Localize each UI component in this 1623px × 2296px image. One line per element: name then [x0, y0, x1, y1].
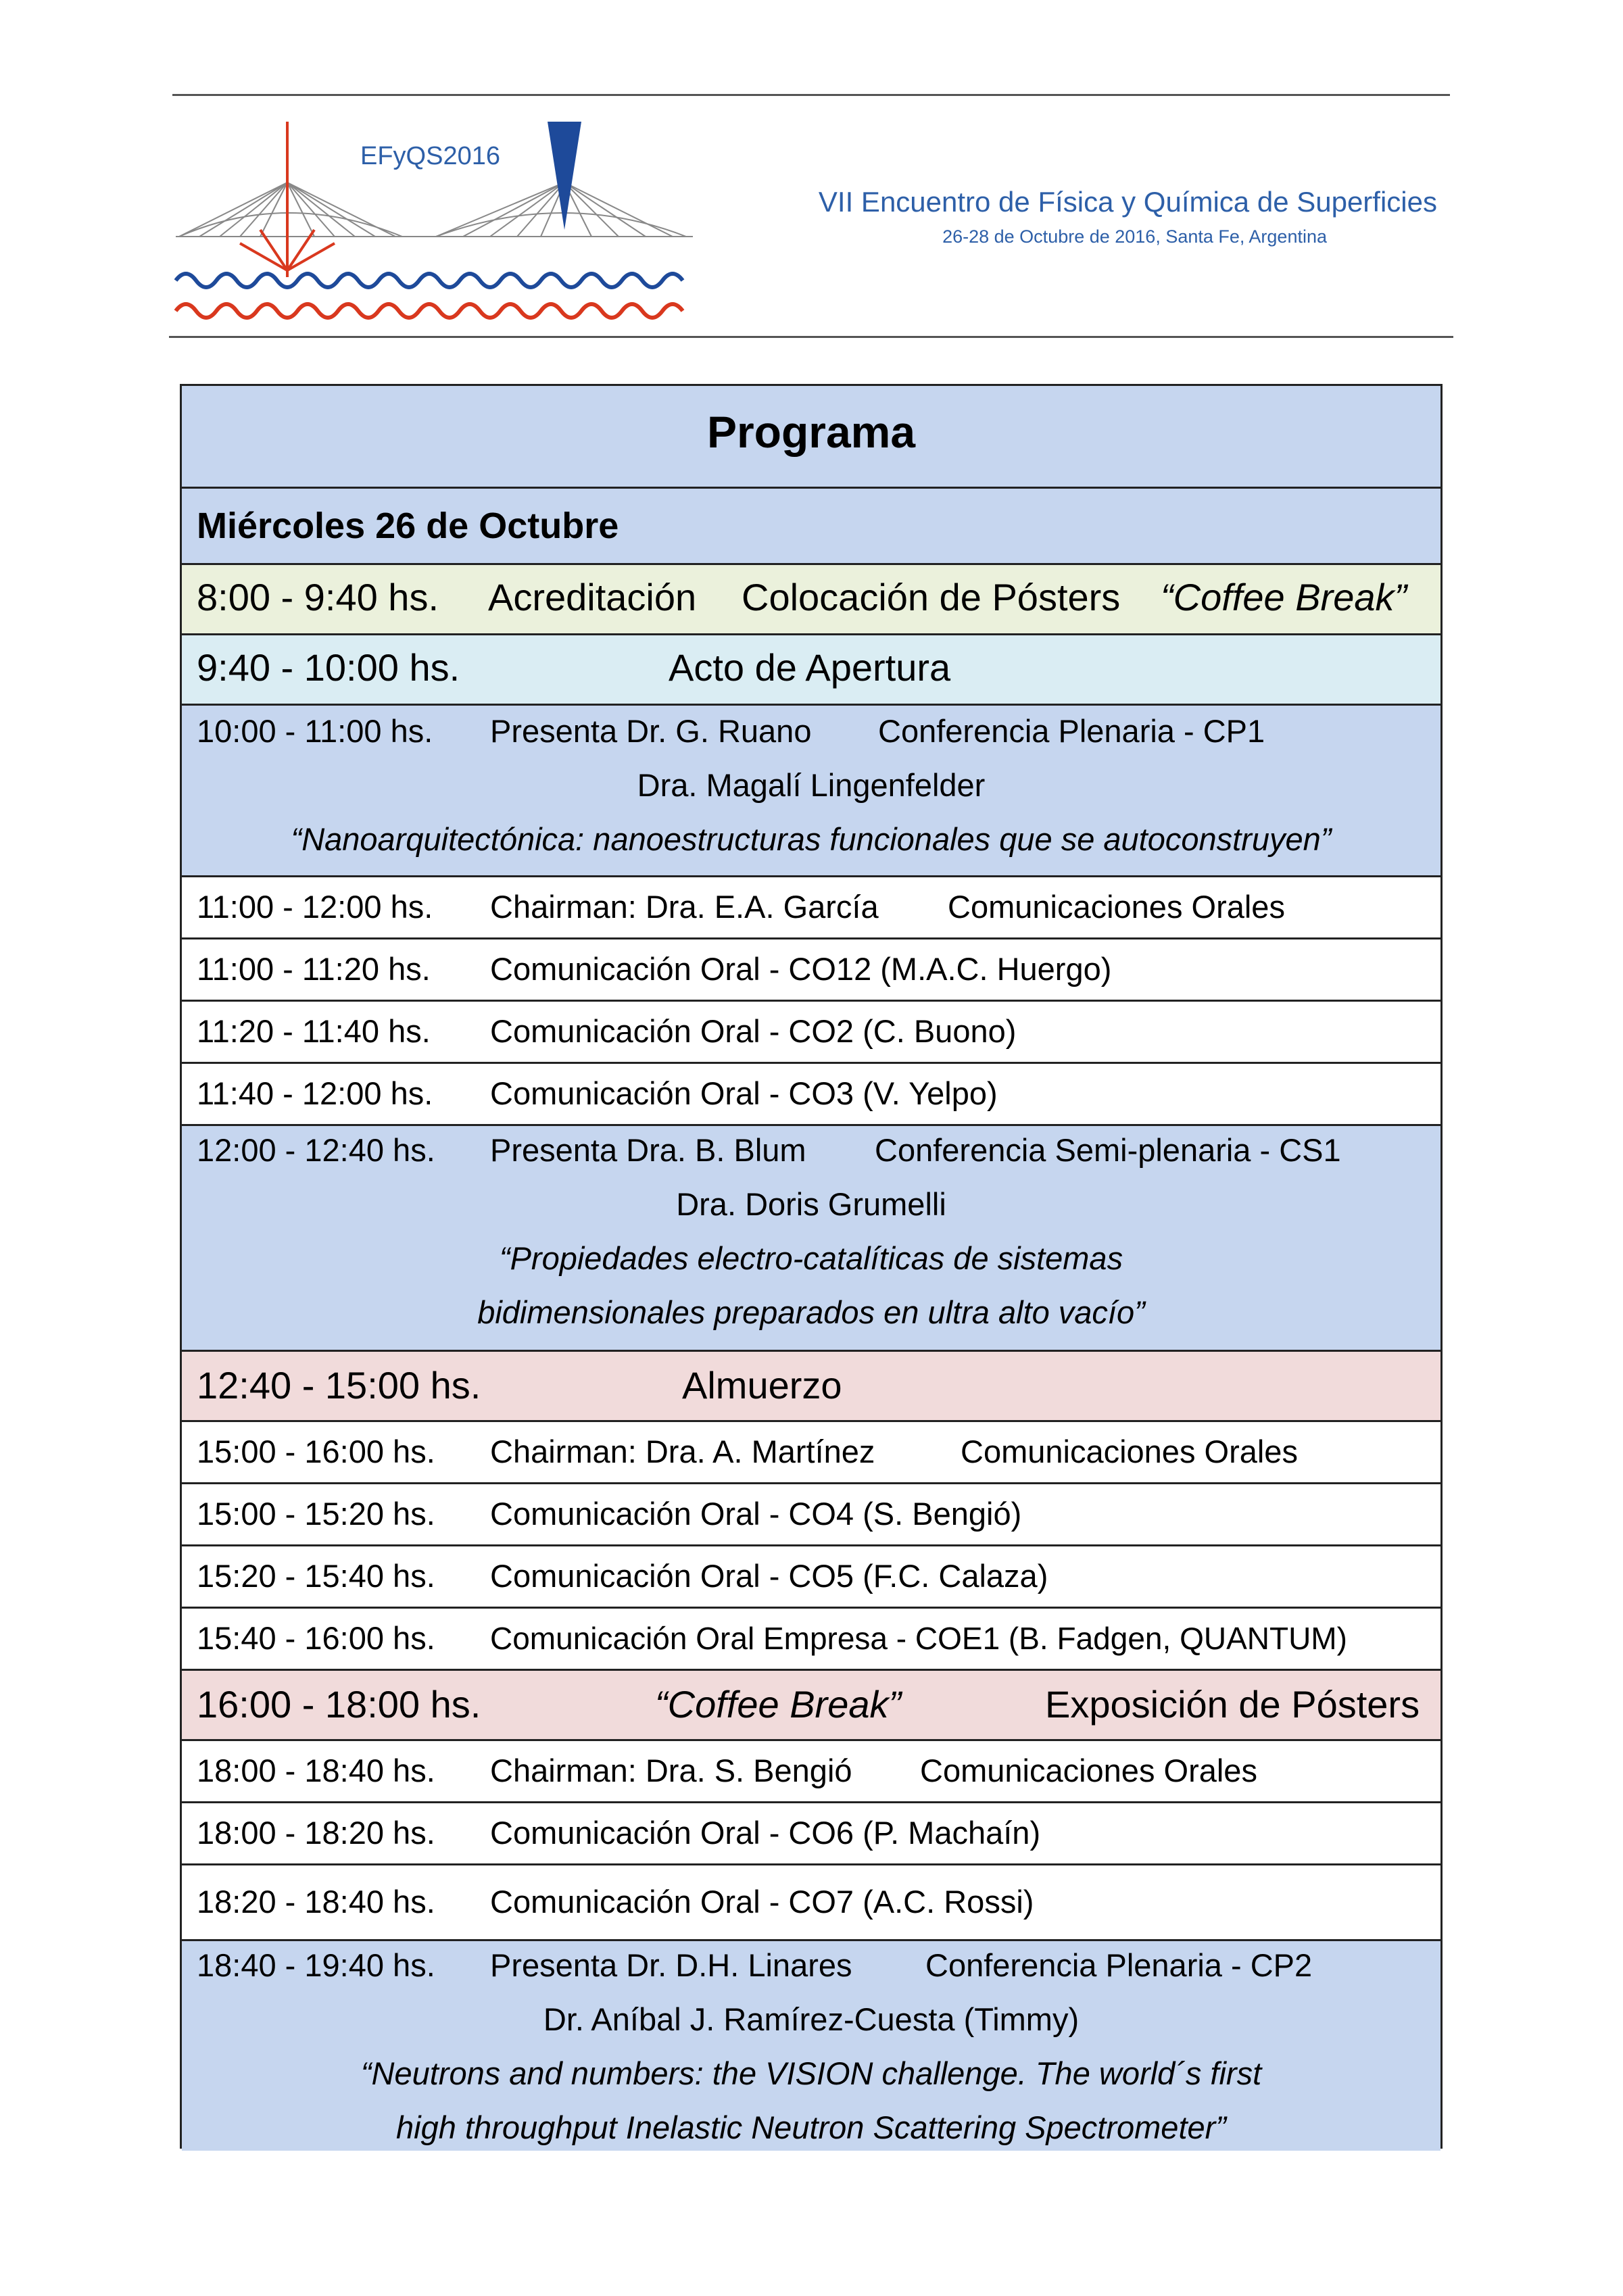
row-item: Comunicación Oral - CO7 (A.C. Rossi)	[490, 1884, 1034, 1920]
row-time: 18:40 - 19:40 hs.	[197, 1947, 435, 1983]
row-item: Comunicación Oral - CO2 (C. Buono)	[490, 1013, 1017, 1049]
row-time: 11:00 - 11:20 hs.	[197, 951, 431, 987]
row-item: Comunicaciones Orales	[948, 889, 1285, 925]
logo-text: EFyQS2016	[360, 142, 500, 170]
schedule-row	[182, 1422, 1440, 1484]
row-item: “Coffee Break”	[1161, 576, 1407, 618]
row-item: Chairman: Dra. S. Bengió	[490, 1753, 852, 1788]
conference-subtitle: 26-28 de Octubre de 2016, Santa Fe, Argentina	[942, 226, 1327, 247]
row-talk: “Nanoarquitectónica: nanoestructuras funcionales que se autoconstruyen”	[291, 821, 1332, 857]
schedule-row	[182, 1865, 1440, 1941]
header-bottom-rule	[169, 336, 1453, 338]
day-row	[182, 489, 1440, 565]
row-item: Acreditación	[488, 576, 697, 618]
row-time: 16:00 - 18:00 hs.	[197, 1683, 481, 1726]
schedule-row	[182, 1671, 1440, 1741]
row-talk: “Propiedades electro-catalíticas de sistemas	[499, 1240, 1123, 1276]
row-time: 15:00 - 16:00 hs.	[197, 1434, 435, 1469]
row-item: Comunicación Oral Empresa - COE1 (B. Fadgen, QUANTUM)	[490, 1621, 1347, 1656]
row-time: 10:00 - 11:00 hs.	[197, 713, 433, 749]
row-time: 18:00 - 18:40 hs.	[197, 1753, 435, 1788]
row-item: Chairman: Dra. E.A. García	[490, 889, 879, 925]
schedule-row	[182, 1352, 1440, 1422]
day-heading: Miércoles 26 de Octubre	[197, 506, 619, 546]
schedule-row	[182, 1546, 1440, 1609]
schedule-row	[182, 1064, 1440, 1126]
row-talk: bidimensionales preparados en ultra alto vacío”	[477, 1294, 1145, 1330]
schedule-row	[182, 706, 1440, 877]
row-item: Acto de Apertura	[669, 646, 951, 689]
schedule-row	[182, 939, 1440, 1002]
program-title-row	[182, 386, 1440, 489]
row-item: Comunicación Oral - CO6 (P. Machaín)	[490, 1815, 1041, 1851]
row-item: “Coffee Break”	[655, 1683, 902, 1726]
schedule-row	[182, 1941, 1440, 2151]
row-item: Presenta Dr. D.H. Linares	[490, 1947, 852, 1983]
row-item: Presenta Dr. G. Ruano	[490, 713, 812, 749]
row-time: 11:40 - 12:00 hs.	[197, 1075, 433, 1111]
schedule-row	[182, 1002, 1440, 1064]
row-time: 12:00 - 12:40 hs.	[197, 1132, 435, 1168]
row-item: Presenta Dra. B. Blum	[490, 1132, 806, 1168]
row-time: 15:00 - 15:20 hs.	[197, 1496, 435, 1532]
schedule-row	[182, 635, 1440, 706]
row-time: 15:40 - 16:00 hs.	[197, 1620, 435, 1656]
row-talk: high throughput Inelastic Neutron Scattering Spectrometer”	[396, 2109, 1226, 2145]
schedule-row	[182, 877, 1440, 939]
row-item: Colocación de Pósters	[742, 576, 1121, 618]
schedule-row	[182, 1741, 1440, 1803]
row-item: Conferencia Semi-plenaria - CS1	[875, 1132, 1341, 1168]
row-speaker: Dra. Doris Grumelli	[676, 1186, 946, 1222]
row-time: 11:20 - 11:40 hs.	[197, 1013, 431, 1049]
row-item: Exposición de Pósters	[1045, 1683, 1420, 1726]
row-time: 18:20 - 18:40 hs.	[197, 1884, 435, 1920]
conference-title: VII Encuentro de Física y Química de Superficies	[818, 186, 1437, 218]
row-time: 18:00 - 18:20 hs.	[197, 1815, 435, 1851]
row-time: 9:40 - 10:00 hs.	[197, 646, 460, 689]
row-speaker: Dra. Magalí Lingenfelder	[637, 767, 986, 803]
row-time: 15:20 - 15:40 hs.	[197, 1558, 435, 1594]
schedule-row	[182, 1803, 1440, 1865]
schedule-row	[182, 1126, 1440, 1352]
row-item: Comunicación Oral - CO3 (V. Yelpo)	[490, 1075, 998, 1111]
schedule-row	[182, 1609, 1440, 1671]
row-item: Almuerzo	[682, 1364, 842, 1407]
row-item: Conferencia Plenaria - CP2	[925, 1947, 1313, 1983]
row-item: Comunicación Oral - CO5 (F.C. Calaza)	[490, 1558, 1048, 1594]
row-talk: “Neutrons and numbers: the VISION challenge. The world´s first	[360, 2055, 1262, 2091]
program-title: Programa	[706, 407, 916, 457]
row-item: Comunicaciones Orales	[920, 1753, 1257, 1788]
schedule-row	[182, 1484, 1440, 1546]
header-top-rule	[172, 94, 1450, 96]
program-table	[180, 384, 1443, 2149]
row-item: Chairman: Dra. A. Martínez	[490, 1434, 875, 1469]
row-item: Conferencia Plenaria - CP1	[878, 713, 1265, 749]
row-speaker: Dr. Aníbal J. Ramírez-Cuesta (Timmy)	[543, 2001, 1080, 2037]
row-time: 8:00 - 9:40 hs.	[197, 576, 439, 618]
schedule-row	[182, 565, 1440, 635]
row-item: Comunicación Oral - CO12 (M.A.C. Huergo)	[490, 951, 1112, 987]
row-time: 12:40 - 15:00 hs.	[197, 1364, 481, 1407]
row-time: 11:00 - 12:00 hs.	[197, 889, 433, 925]
row-item: Comunicación Oral - CO4 (S. Bengió)	[490, 1496, 1022, 1532]
row-item: Comunicaciones Orales	[961, 1434, 1298, 1469]
